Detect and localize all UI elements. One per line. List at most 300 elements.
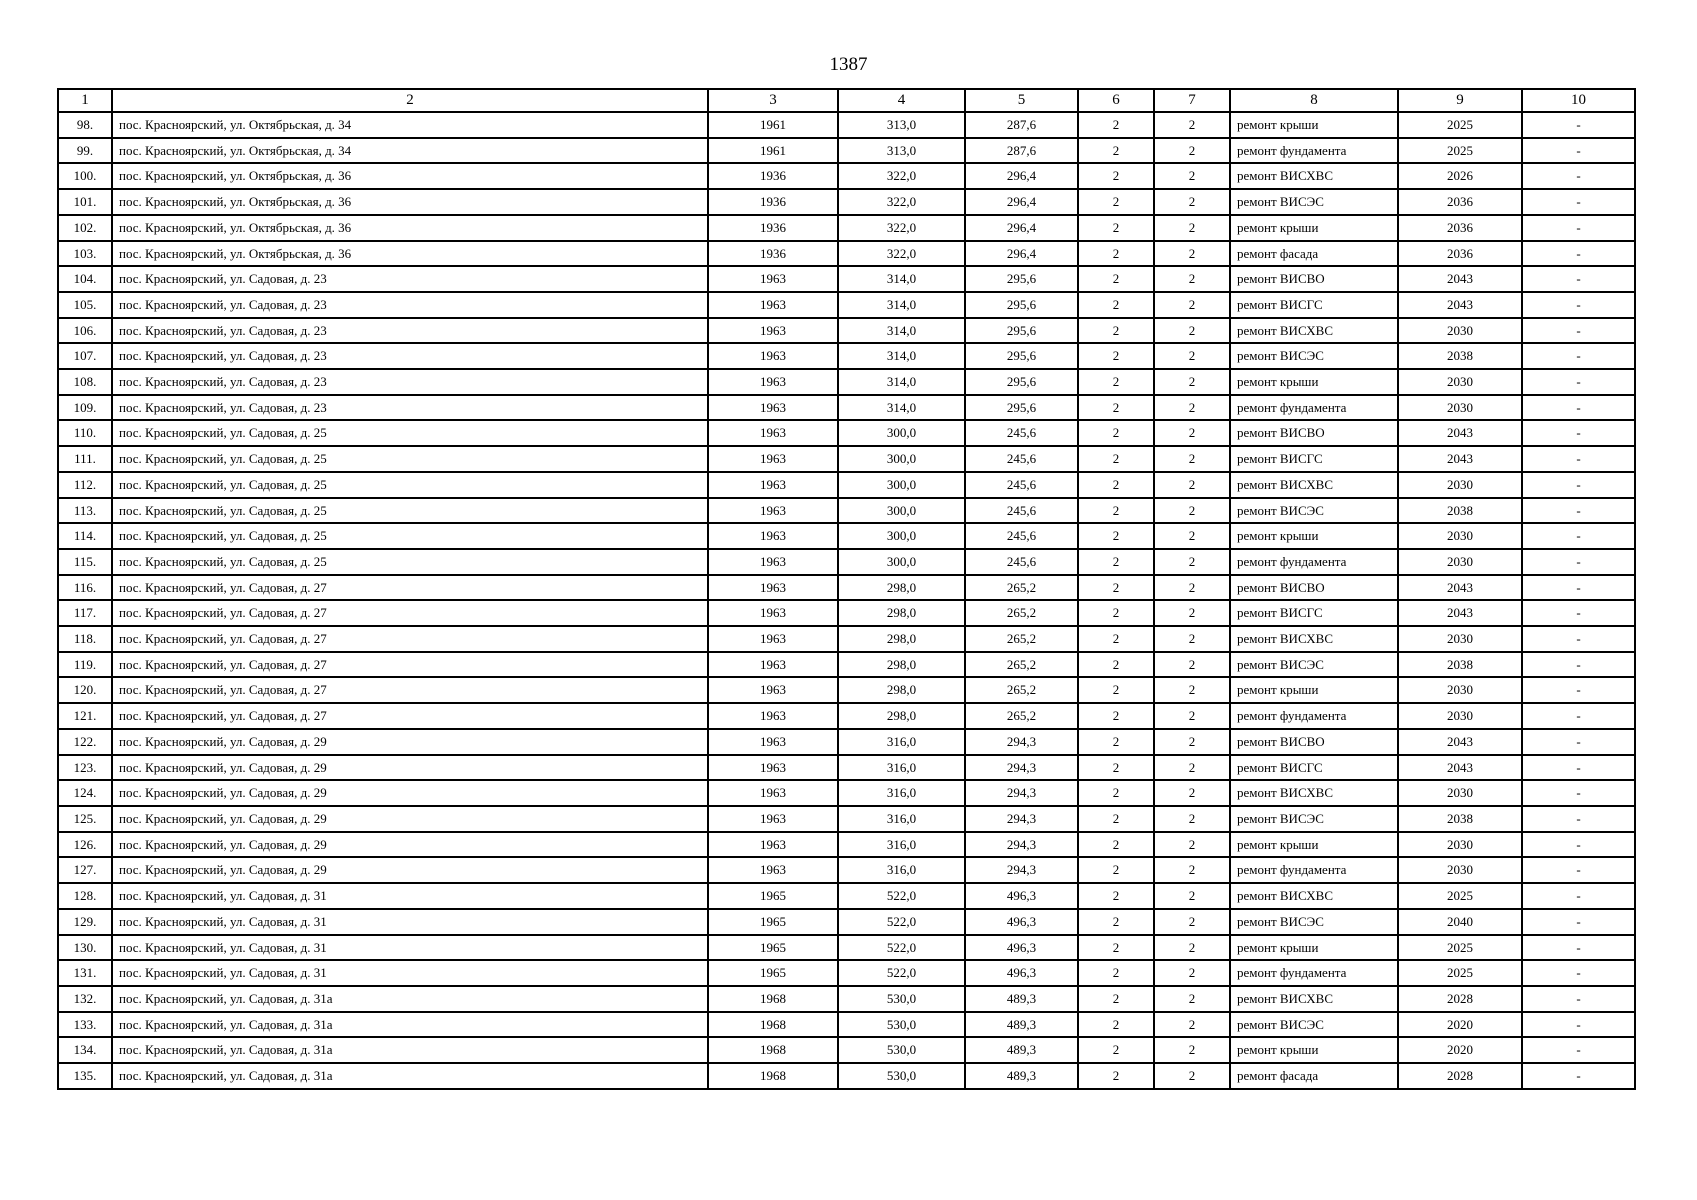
floors-cell: 2 bbox=[1078, 395, 1154, 421]
planned-year-cell: 2028 bbox=[1398, 986, 1522, 1012]
row-number-cell: 119. bbox=[58, 652, 112, 678]
total-area-cell: 522,0 bbox=[838, 960, 965, 986]
build-year-cell: 1936 bbox=[708, 163, 838, 189]
note-cell: - bbox=[1522, 677, 1635, 703]
note-cell: - bbox=[1522, 343, 1635, 369]
note-cell: - bbox=[1522, 652, 1635, 678]
entrances-cell: 2 bbox=[1154, 780, 1230, 806]
entrances-cell: 2 bbox=[1154, 703, 1230, 729]
build-year-cell: 1963 bbox=[708, 677, 838, 703]
living-area-cell: 489,3 bbox=[965, 1012, 1078, 1038]
floors-cell: 2 bbox=[1078, 832, 1154, 858]
total-area-cell: 313,0 bbox=[838, 112, 965, 138]
build-year-cell: 1963 bbox=[708, 318, 838, 344]
note-cell: - bbox=[1522, 189, 1635, 215]
address-cell: пос. Красноярский, ул. Садовая, д. 23 bbox=[112, 395, 708, 421]
entrances-cell: 2 bbox=[1154, 986, 1230, 1012]
living-area-cell: 265,2 bbox=[965, 600, 1078, 626]
table-row bbox=[58, 266, 1635, 292]
row-number-cell: 122. bbox=[58, 729, 112, 755]
total-area-cell: 530,0 bbox=[838, 1037, 965, 1063]
planned-year-cell: 2043 bbox=[1398, 755, 1522, 781]
entrances-cell: 2 bbox=[1154, 215, 1230, 241]
table-row bbox=[58, 780, 1635, 806]
total-area-cell: 522,0 bbox=[838, 909, 965, 935]
total-area-cell: 522,0 bbox=[838, 883, 965, 909]
work-type-cell: ремонт ВИСЭС bbox=[1230, 343, 1398, 369]
living-area-cell: 489,3 bbox=[965, 1037, 1078, 1063]
work-type-cell: ремонт ВИСХВС bbox=[1230, 780, 1398, 806]
planned-year-cell: 2036 bbox=[1398, 241, 1522, 267]
build-year-cell: 1968 bbox=[708, 1037, 838, 1063]
floors-cell: 2 bbox=[1078, 369, 1154, 395]
build-year-cell: 1963 bbox=[708, 523, 838, 549]
total-area-cell: 298,0 bbox=[838, 677, 965, 703]
planned-year-cell: 2036 bbox=[1398, 215, 1522, 241]
address-cell: пос. Красноярский, ул. Октябрьская, д. 36 bbox=[112, 215, 708, 241]
build-year-cell: 1963 bbox=[708, 780, 838, 806]
floors-cell: 2 bbox=[1078, 755, 1154, 781]
row-number-cell: 100. bbox=[58, 163, 112, 189]
build-year-cell: 1965 bbox=[708, 960, 838, 986]
table-row bbox=[58, 806, 1635, 832]
build-year-cell: 1961 bbox=[708, 112, 838, 138]
row-number-cell: 135. bbox=[58, 1063, 112, 1089]
work-type-cell: ремонт фасада bbox=[1230, 1063, 1398, 1089]
entrances-cell: 2 bbox=[1154, 883, 1230, 909]
entrances-cell: 2 bbox=[1154, 1037, 1230, 1063]
build-year-cell: 1968 bbox=[708, 1063, 838, 1089]
row-number-cell: 127. bbox=[58, 857, 112, 883]
column-header: 9 bbox=[1398, 89, 1522, 112]
total-area-cell: 298,0 bbox=[838, 652, 965, 678]
entrances-cell: 2 bbox=[1154, 369, 1230, 395]
row-number-cell: 131. bbox=[58, 960, 112, 986]
address-cell: пос. Красноярский, ул. Садовая, д. 23 bbox=[112, 369, 708, 395]
note-cell: - bbox=[1522, 241, 1635, 267]
row-number-cell: 99. bbox=[58, 138, 112, 164]
row-number-cell: 117. bbox=[58, 600, 112, 626]
planned-year-cell: 2030 bbox=[1398, 395, 1522, 421]
row-number-cell: 114. bbox=[58, 523, 112, 549]
address-cell: пос. Красноярский, ул. Садовая, д. 27 bbox=[112, 575, 708, 601]
entrances-cell: 2 bbox=[1154, 138, 1230, 164]
entrances-cell: 2 bbox=[1154, 600, 1230, 626]
floors-cell: 2 bbox=[1078, 960, 1154, 986]
floors-cell: 2 bbox=[1078, 600, 1154, 626]
note-cell: - bbox=[1522, 729, 1635, 755]
planned-year-cell: 2043 bbox=[1398, 420, 1522, 446]
total-area-cell: 322,0 bbox=[838, 215, 965, 241]
entrances-cell: 2 bbox=[1154, 549, 1230, 575]
work-type-cell: ремонт ВИСВО bbox=[1230, 420, 1398, 446]
planned-year-cell: 2030 bbox=[1398, 857, 1522, 883]
planned-year-cell: 2043 bbox=[1398, 292, 1522, 318]
address-cell: пос. Красноярский, ул. Садовая, д. 27 bbox=[112, 677, 708, 703]
table-row bbox=[58, 600, 1635, 626]
work-type-cell: ремонт крыши bbox=[1230, 112, 1398, 138]
planned-year-cell: 2020 bbox=[1398, 1012, 1522, 1038]
address-cell: пос. Красноярский, ул. Садовая, д. 23 bbox=[112, 292, 708, 318]
entrances-cell: 2 bbox=[1154, 575, 1230, 601]
note-cell: - bbox=[1522, 472, 1635, 498]
note-cell: - bbox=[1522, 266, 1635, 292]
planned-year-cell: 2038 bbox=[1398, 498, 1522, 524]
work-type-cell: ремонт крыши bbox=[1230, 369, 1398, 395]
floors-cell: 2 bbox=[1078, 857, 1154, 883]
row-number-cell: 134. bbox=[58, 1037, 112, 1063]
floors-cell: 2 bbox=[1078, 729, 1154, 755]
floors-cell: 2 bbox=[1078, 318, 1154, 344]
build-year-cell: 1965 bbox=[708, 883, 838, 909]
table-row bbox=[58, 857, 1635, 883]
work-type-cell: ремонт ВИСЭС bbox=[1230, 652, 1398, 678]
entrances-cell: 2 bbox=[1154, 857, 1230, 883]
table-row bbox=[58, 677, 1635, 703]
total-area-cell: 298,0 bbox=[838, 600, 965, 626]
floors-cell: 2 bbox=[1078, 446, 1154, 472]
row-number-cell: 121. bbox=[58, 703, 112, 729]
table-row bbox=[58, 112, 1635, 138]
work-type-cell: ремонт фундамента bbox=[1230, 395, 1398, 421]
table-row bbox=[58, 883, 1635, 909]
total-area-cell: 530,0 bbox=[838, 1063, 965, 1089]
total-area-cell: 316,0 bbox=[838, 857, 965, 883]
build-year-cell: 1963 bbox=[708, 626, 838, 652]
column-header: 8 bbox=[1230, 89, 1398, 112]
address-cell: пос. Красноярский, ул. Садовая, д. 29 bbox=[112, 832, 708, 858]
table-row bbox=[58, 909, 1635, 935]
column-header: 2 bbox=[112, 89, 708, 112]
table-row bbox=[58, 986, 1635, 1012]
floors-cell: 2 bbox=[1078, 575, 1154, 601]
table-row bbox=[58, 395, 1635, 421]
build-year-cell: 1963 bbox=[708, 472, 838, 498]
build-year-cell: 1968 bbox=[708, 986, 838, 1012]
entrances-cell: 2 bbox=[1154, 472, 1230, 498]
living-area-cell: 496,3 bbox=[965, 883, 1078, 909]
row-number-cell: 132. bbox=[58, 986, 112, 1012]
total-area-cell: 300,0 bbox=[838, 523, 965, 549]
entrances-cell: 2 bbox=[1154, 292, 1230, 318]
total-area-cell: 530,0 bbox=[838, 1012, 965, 1038]
total-area-cell: 316,0 bbox=[838, 806, 965, 832]
entrances-cell: 2 bbox=[1154, 498, 1230, 524]
total-area-cell: 314,0 bbox=[838, 318, 965, 344]
floors-cell: 2 bbox=[1078, 986, 1154, 1012]
work-type-cell: ремонт фундамента bbox=[1230, 960, 1398, 986]
row-number-cell: 118. bbox=[58, 626, 112, 652]
note-cell: - bbox=[1522, 163, 1635, 189]
floors-cell: 2 bbox=[1078, 266, 1154, 292]
note-cell: - bbox=[1522, 112, 1635, 138]
total-area-cell: 322,0 bbox=[838, 241, 965, 267]
build-year-cell: 1963 bbox=[708, 652, 838, 678]
note-cell: - bbox=[1522, 446, 1635, 472]
planned-year-cell: 2043 bbox=[1398, 446, 1522, 472]
note-cell: - bbox=[1522, 1063, 1635, 1089]
note-cell: - bbox=[1522, 806, 1635, 832]
total-area-cell: 300,0 bbox=[838, 446, 965, 472]
note-cell: - bbox=[1522, 395, 1635, 421]
build-year-cell: 1963 bbox=[708, 755, 838, 781]
work-type-cell: ремонт фундамента bbox=[1230, 703, 1398, 729]
build-year-cell: 1963 bbox=[708, 832, 838, 858]
note-cell: - bbox=[1522, 960, 1635, 986]
row-number-cell: 128. bbox=[58, 883, 112, 909]
note-cell: - bbox=[1522, 138, 1635, 164]
floors-cell: 2 bbox=[1078, 292, 1154, 318]
work-type-cell: ремонт крыши bbox=[1230, 832, 1398, 858]
build-year-cell: 1963 bbox=[708, 343, 838, 369]
work-type-cell: ремонт ВИСХВС bbox=[1230, 883, 1398, 909]
row-number-cell: 111. bbox=[58, 446, 112, 472]
address-cell: пос. Красноярский, ул. Садовая, д. 31а bbox=[112, 1063, 708, 1089]
row-number-cell: 106. bbox=[58, 318, 112, 344]
floors-cell: 2 bbox=[1078, 883, 1154, 909]
floors-cell: 2 bbox=[1078, 215, 1154, 241]
planned-year-cell: 2030 bbox=[1398, 549, 1522, 575]
total-area-cell: 300,0 bbox=[838, 472, 965, 498]
table-row bbox=[58, 1063, 1635, 1089]
build-year-cell: 1965 bbox=[708, 909, 838, 935]
column-header: 10 bbox=[1522, 89, 1635, 112]
entrances-cell: 2 bbox=[1154, 677, 1230, 703]
planned-year-cell: 2025 bbox=[1398, 883, 1522, 909]
table-row bbox=[58, 138, 1635, 164]
living-area-cell: 496,3 bbox=[965, 935, 1078, 961]
row-number-cell: 109. bbox=[58, 395, 112, 421]
note-cell: - bbox=[1522, 420, 1635, 446]
living-area-cell: 295,6 bbox=[965, 318, 1078, 344]
floors-cell: 2 bbox=[1078, 1012, 1154, 1038]
row-number-cell: 112. bbox=[58, 472, 112, 498]
note-cell: - bbox=[1522, 780, 1635, 806]
living-area-cell: 287,6 bbox=[965, 112, 1078, 138]
living-area-cell: 245,6 bbox=[965, 498, 1078, 524]
build-year-cell: 1963 bbox=[708, 575, 838, 601]
work-type-cell: ремонт крыши bbox=[1230, 935, 1398, 961]
address-cell: пос. Красноярский, ул. Октябрьская, д. 34 bbox=[112, 138, 708, 164]
table-row bbox=[58, 343, 1635, 369]
floors-cell: 2 bbox=[1078, 163, 1154, 189]
table-row bbox=[58, 935, 1635, 961]
planned-year-cell: 2040 bbox=[1398, 909, 1522, 935]
column-header: 5 bbox=[965, 89, 1078, 112]
row-number-cell: 98. bbox=[58, 112, 112, 138]
planned-year-cell: 2030 bbox=[1398, 472, 1522, 498]
row-number-cell: 120. bbox=[58, 677, 112, 703]
note-cell: - bbox=[1522, 1012, 1635, 1038]
planned-year-cell: 2030 bbox=[1398, 832, 1522, 858]
build-year-cell: 1963 bbox=[708, 729, 838, 755]
floors-cell: 2 bbox=[1078, 343, 1154, 369]
planned-year-cell: 2038 bbox=[1398, 343, 1522, 369]
table-row bbox=[58, 446, 1635, 472]
planned-year-cell: 2020 bbox=[1398, 1037, 1522, 1063]
build-year-cell: 1963 bbox=[708, 292, 838, 318]
build-year-cell: 1963 bbox=[708, 600, 838, 626]
build-year-cell: 1936 bbox=[708, 189, 838, 215]
table-row bbox=[58, 549, 1635, 575]
row-number-cell: 124. bbox=[58, 780, 112, 806]
work-type-cell: ремонт крыши bbox=[1230, 1037, 1398, 1063]
address-cell: пос. Красноярский, ул. Садовая, д. 27 bbox=[112, 626, 708, 652]
address-cell: пос. Красноярский, ул. Октябрьская, д. 36 bbox=[112, 241, 708, 267]
address-cell: пос. Красноярский, ул. Садовая, д. 29 bbox=[112, 729, 708, 755]
address-cell: пос. Красноярский, ул. Садовая, д. 29 bbox=[112, 806, 708, 832]
planned-year-cell: 2043 bbox=[1398, 575, 1522, 601]
floors-cell: 2 bbox=[1078, 138, 1154, 164]
total-area-cell: 300,0 bbox=[838, 498, 965, 524]
row-number-cell: 105. bbox=[58, 292, 112, 318]
floors-cell: 2 bbox=[1078, 1037, 1154, 1063]
living-area-cell: 287,6 bbox=[965, 138, 1078, 164]
entrances-cell: 2 bbox=[1154, 241, 1230, 267]
build-year-cell: 1936 bbox=[708, 241, 838, 267]
planned-year-cell: 2030 bbox=[1398, 626, 1522, 652]
table-row bbox=[58, 163, 1635, 189]
total-area-cell: 314,0 bbox=[838, 266, 965, 292]
address-cell: пос. Красноярский, ул. Садовая, д. 31 bbox=[112, 909, 708, 935]
floors-cell: 2 bbox=[1078, 806, 1154, 832]
total-area-cell: 316,0 bbox=[838, 755, 965, 781]
build-year-cell: 1963 bbox=[708, 703, 838, 729]
work-type-cell: ремонт ВИСВО bbox=[1230, 729, 1398, 755]
total-area-cell: 314,0 bbox=[838, 369, 965, 395]
table-row bbox=[58, 189, 1635, 215]
row-number-cell: 104. bbox=[58, 266, 112, 292]
work-type-cell: ремонт крыши bbox=[1230, 523, 1398, 549]
entrances-cell: 2 bbox=[1154, 729, 1230, 755]
entrances-cell: 2 bbox=[1154, 909, 1230, 935]
table-row bbox=[58, 703, 1635, 729]
floors-cell: 2 bbox=[1078, 498, 1154, 524]
entrances-cell: 2 bbox=[1154, 652, 1230, 678]
living-area-cell: 294,3 bbox=[965, 806, 1078, 832]
table-row bbox=[58, 215, 1635, 241]
address-cell: пос. Красноярский, ул. Садовая, д. 25 bbox=[112, 523, 708, 549]
planned-year-cell: 2030 bbox=[1398, 369, 1522, 395]
build-year-cell: 1963 bbox=[708, 395, 838, 421]
planned-year-cell: 2043 bbox=[1398, 266, 1522, 292]
planned-year-cell: 2038 bbox=[1398, 652, 1522, 678]
floors-cell: 2 bbox=[1078, 780, 1154, 806]
note-cell: - bbox=[1522, 857, 1635, 883]
work-type-cell: ремонт фундамента bbox=[1230, 549, 1398, 575]
living-area-cell: 294,3 bbox=[965, 780, 1078, 806]
work-type-cell: ремонт ВИСХВС bbox=[1230, 163, 1398, 189]
build-year-cell: 1963 bbox=[708, 446, 838, 472]
table-body bbox=[58, 112, 1635, 1089]
row-number-cell: 125. bbox=[58, 806, 112, 832]
note-cell: - bbox=[1522, 626, 1635, 652]
note-cell: - bbox=[1522, 523, 1635, 549]
address-cell: пос. Красноярский, ул. Октябрьская, д. 34 bbox=[112, 112, 708, 138]
note-cell: - bbox=[1522, 600, 1635, 626]
address-cell: пос. Красноярский, ул. Садовая, д. 27 bbox=[112, 652, 708, 678]
living-area-cell: 295,6 bbox=[965, 395, 1078, 421]
floors-cell: 2 bbox=[1078, 626, 1154, 652]
table-row bbox=[58, 523, 1635, 549]
build-year-cell: 1963 bbox=[708, 498, 838, 524]
planned-year-cell: 2036 bbox=[1398, 189, 1522, 215]
build-year-cell: 1968 bbox=[708, 1012, 838, 1038]
floors-cell: 2 bbox=[1078, 523, 1154, 549]
table-row bbox=[58, 755, 1635, 781]
column-header: 6 bbox=[1078, 89, 1154, 112]
entrances-cell: 2 bbox=[1154, 318, 1230, 344]
entrances-cell: 2 bbox=[1154, 420, 1230, 446]
work-type-cell: ремонт ВИСЭС bbox=[1230, 189, 1398, 215]
entrances-cell: 2 bbox=[1154, 523, 1230, 549]
floors-cell: 2 bbox=[1078, 909, 1154, 935]
table-row bbox=[58, 498, 1635, 524]
total-area-cell: 298,0 bbox=[838, 575, 965, 601]
living-area-cell: 496,3 bbox=[965, 909, 1078, 935]
planned-year-cell: 2030 bbox=[1398, 523, 1522, 549]
total-area-cell: 316,0 bbox=[838, 832, 965, 858]
planned-year-cell: 2030 bbox=[1398, 703, 1522, 729]
note-cell: - bbox=[1522, 832, 1635, 858]
build-year-cell: 1961 bbox=[708, 138, 838, 164]
living-area-cell: 245,6 bbox=[965, 420, 1078, 446]
note-cell: - bbox=[1522, 883, 1635, 909]
entrances-cell: 2 bbox=[1154, 1012, 1230, 1038]
work-type-cell: ремонт ВИСЭС bbox=[1230, 806, 1398, 832]
planned-year-cell: 2025 bbox=[1398, 138, 1522, 164]
table-row bbox=[58, 729, 1635, 755]
note-cell: - bbox=[1522, 935, 1635, 961]
living-area-cell: 294,3 bbox=[965, 857, 1078, 883]
address-cell: пос. Красноярский, ул. Октябрьская, д. 36 bbox=[112, 163, 708, 189]
planned-year-cell: 2026 bbox=[1398, 163, 1522, 189]
entrances-cell: 2 bbox=[1154, 935, 1230, 961]
planned-year-cell: 2025 bbox=[1398, 935, 1522, 961]
work-type-cell: ремонт ВИСГС bbox=[1230, 600, 1398, 626]
table-row bbox=[58, 832, 1635, 858]
living-area-cell: 294,3 bbox=[965, 729, 1078, 755]
living-area-cell: 489,3 bbox=[965, 1063, 1078, 1089]
floors-cell: 2 bbox=[1078, 472, 1154, 498]
entrances-cell: 2 bbox=[1154, 112, 1230, 138]
living-area-cell: 265,2 bbox=[965, 626, 1078, 652]
build-year-cell: 1963 bbox=[708, 549, 838, 575]
work-type-cell: ремонт ВИСГС bbox=[1230, 755, 1398, 781]
total-area-cell: 316,0 bbox=[838, 780, 965, 806]
register-table bbox=[57, 88, 1636, 1090]
entrances-cell: 2 bbox=[1154, 395, 1230, 421]
living-area-cell: 245,6 bbox=[965, 472, 1078, 498]
table-row bbox=[58, 960, 1635, 986]
address-cell: пос. Красноярский, ул. Садовая, д. 25 bbox=[112, 498, 708, 524]
row-number-cell: 123. bbox=[58, 755, 112, 781]
table-row bbox=[58, 241, 1635, 267]
table-row bbox=[58, 292, 1635, 318]
planned-year-cell: 2030 bbox=[1398, 677, 1522, 703]
address-cell: пос. Красноярский, ул. Садовая, д. 23 bbox=[112, 266, 708, 292]
build-year-cell: 1963 bbox=[708, 266, 838, 292]
work-type-cell: ремонт ВИСВО bbox=[1230, 266, 1398, 292]
note-cell: - bbox=[1522, 703, 1635, 729]
address-cell: пос. Красноярский, ул. Садовая, д. 25 bbox=[112, 420, 708, 446]
table-row bbox=[58, 652, 1635, 678]
entrances-cell: 2 bbox=[1154, 446, 1230, 472]
address-cell: пос. Красноярский, ул. Садовая, д. 31 bbox=[112, 960, 708, 986]
work-type-cell: ремонт крыши bbox=[1230, 677, 1398, 703]
living-area-cell: 265,2 bbox=[965, 575, 1078, 601]
note-cell: - bbox=[1522, 575, 1635, 601]
